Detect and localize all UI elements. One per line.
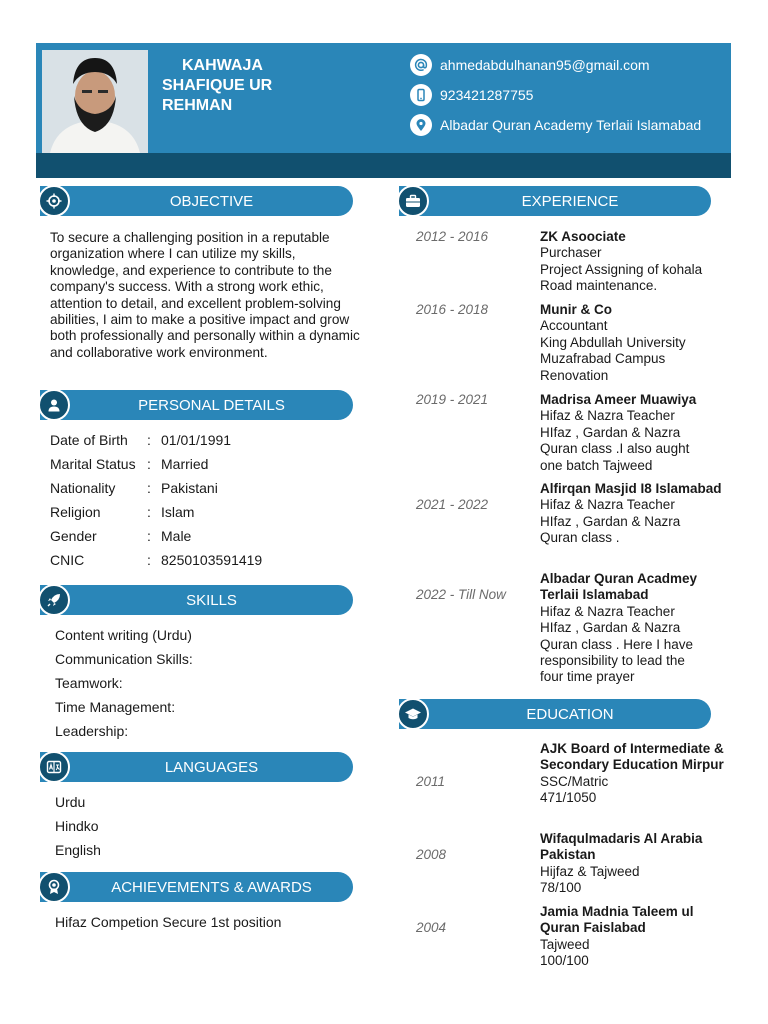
contact-email[interactable] (410, 54, 650, 76)
education-entry (540, 741, 725, 807)
phone-text[interactable]: 923421287755 (440, 87, 534, 103)
personal-detail-row (50, 432, 350, 452)
education-detail: 100/100 (540, 953, 589, 969)
experience-detail: HIfaz , Gardan & Nazra (540, 513, 681, 529)
personal-detail-row (50, 456, 350, 476)
header-strip (36, 153, 731, 178)
target-icon (38, 185, 70, 217)
detail-label: Date of Birth (50, 432, 128, 448)
skills-heading (40, 585, 353, 615)
objective-title: OBJECTIVE (169, 192, 254, 210)
education-detail: Hijfaz & Tajweed (540, 863, 640, 879)
experience-detail: HIfaz , Gardan & Nazra (540, 424, 681, 440)
briefcase-icon (397, 185, 429, 217)
education-institute: Wifaqulmadaris Al Arabia Pakistan (540, 831, 703, 863)
education-entry (540, 904, 725, 970)
detail-colon: : (147, 504, 151, 520)
experience-detail: Road maintenance. (540, 278, 658, 294)
education-institute: Jamia Madnia Taleem ul Quran Faislabad (540, 904, 694, 936)
language-icon (38, 751, 70, 783)
personal-detail-row (50, 528, 350, 548)
rocket-icon (38, 584, 70, 616)
name-line-1: KAHWAJA (182, 57, 263, 74)
name-line-3: REHMAN (162, 97, 233, 114)
detail-value: Pakistani (161, 480, 218, 496)
education-detail: 78/100 (540, 880, 582, 896)
achievements-heading (40, 872, 353, 902)
detail-colon: : (147, 552, 151, 568)
detail-colon: : (147, 456, 151, 472)
languages-title: LANGUAGES (164, 758, 259, 776)
skill-item: Leadership: (55, 723, 129, 739)
experience-company: Munir & Co (540, 302, 612, 317)
languages-heading (40, 752, 353, 782)
language-item: Urdu (55, 794, 86, 810)
detail-value: Male (161, 528, 192, 544)
experience-years: 2012 - 2016 (416, 229, 489, 244)
detail-label: Nationality (50, 480, 116, 496)
objective-heading (40, 186, 353, 216)
detail-value: Married (161, 456, 209, 472)
language-item: Hindko (55, 818, 99, 834)
experience-years: 2022 - Till Now (416, 587, 506, 602)
experience-detail: Quran class . Here I have (540, 636, 694, 652)
education-institute: AJK Board of Intermediate & Secondary Education Mirpur (540, 741, 724, 773)
achievements-title: ACHIEVEMENTS & AWARDS (111, 878, 312, 896)
experience-detail: HIfaz , Gardan & Nazra (540, 620, 681, 636)
education-detail: SSC/Matric (540, 773, 609, 789)
address-text: Albadar Quran Academy Terlaii Islamabad (440, 117, 702, 133)
detail-colon: : (147, 528, 151, 544)
education-title: EDUCATION (526, 705, 614, 723)
education-detail: 471/1050 (540, 790, 597, 806)
language-item: English (55, 842, 101, 858)
skill-item: Communication Skills: (55, 651, 193, 667)
education-year: 2004 (416, 920, 447, 935)
experience-detail: four time prayer (540, 669, 635, 685)
experience-years: 2021 - 2022 (416, 497, 489, 512)
skills-title: SKILLS (186, 591, 237, 609)
experience-company: Madrisa Ameer Muawiya (540, 392, 697, 407)
award-ribbon-icon (38, 871, 70, 903)
detail-value: Islam (161, 504, 195, 520)
experience-detail: Quran class .I also aught (540, 441, 690, 457)
detail-colon: : (147, 480, 151, 496)
experience-title: EXPERIENCE (521, 192, 619, 210)
profile-photo (42, 50, 148, 153)
education-year: 2011 (416, 774, 446, 789)
experience-entry (540, 392, 730, 474)
contact-address (410, 114, 701, 136)
graduation-cap-icon (397, 698, 429, 730)
detail-label: CNIC (50, 552, 85, 568)
experience-company: Albadar Quran Acadmey Terlaii Islamabad (540, 571, 698, 603)
experience-years: 2016 - 2018 (416, 302, 489, 317)
experience-detail: responsibility to lead the (540, 653, 685, 669)
experience-detail: Purchaser (540, 245, 602, 261)
experience-company: ZK Asoociate (540, 229, 626, 244)
personal-details-heading (40, 390, 353, 420)
experience-years: 2019 - 2021 (416, 392, 489, 407)
experience-detail: Muzafrabad Campus (540, 351, 666, 367)
achievement-item: Hifaz Competion Secure 1st position (55, 914, 282, 930)
personal-detail-row (50, 552, 350, 572)
experience-entry (540, 481, 730, 547)
personal-detail-row (50, 480, 350, 500)
education-heading (399, 699, 711, 729)
skill-item: Content writing (Urdu) (55, 627, 192, 643)
experience-detail: Hifaz & Nazra Teacher (540, 497, 675, 513)
phone-icon (410, 84, 432, 106)
skill-item: Teamwork: (55, 675, 123, 691)
personal-details-title: PERSONAL DETAILS (138, 396, 285, 414)
experience-entry (540, 302, 730, 384)
detail-value: 8250103591419 (161, 552, 263, 568)
experience-detail: Project Assigning of kohala (540, 261, 703, 277)
education-detail: Tajweed (540, 936, 590, 952)
experience-entry (540, 571, 730, 686)
at-icon (410, 54, 432, 76)
experience-detail: Hifaz & Nazra Teacher (540, 603, 675, 619)
detail-value: 01/01/1991 (161, 432, 232, 448)
user-icon (38, 389, 70, 421)
contact-phone[interactable] (410, 84, 533, 106)
email-text[interactable]: ahmedabdulhanan95@gmail.com (440, 57, 650, 73)
skill-item: Time Management: (55, 699, 176, 715)
education-year: 2008 (416, 847, 447, 862)
experience-detail: Renovation (540, 367, 609, 383)
candidate-name (162, 56, 302, 116)
experience-detail: Accountant (540, 318, 608, 334)
name-line-2: SHAFIQUE UR (162, 77, 273, 94)
experience-detail: Quran class . (540, 530, 620, 546)
objective-text: To secure a challenging position in a reputable organization where I can utilize my skills, knowledge, and experience to contribute to the company's success. With a strong work ethic, attention to detail, and excellent problem-solving abilities, I aim to make a positive impact and grow both professionally and personally within a dynamic and collaborative work environment. (50, 230, 360, 360)
personal-detail-row (50, 504, 350, 524)
experience-company: Alfirqan Masjid I8 Islamabad (540, 481, 722, 496)
detail-label: Marital Status (50, 456, 136, 472)
experience-detail: one batch Tajweed (540, 457, 653, 473)
experience-heading (399, 186, 711, 216)
detail-label: Gender (50, 528, 97, 544)
location-pin-icon (410, 114, 432, 136)
education-entry (540, 831, 725, 897)
experience-detail: Hifaz & Nazra Teacher (540, 408, 675, 424)
experience-entry (540, 229, 730, 295)
experience-detail: King Abdullah University (540, 334, 686, 350)
detail-label: Religion (50, 504, 101, 520)
detail-colon: : (147, 432, 151, 448)
